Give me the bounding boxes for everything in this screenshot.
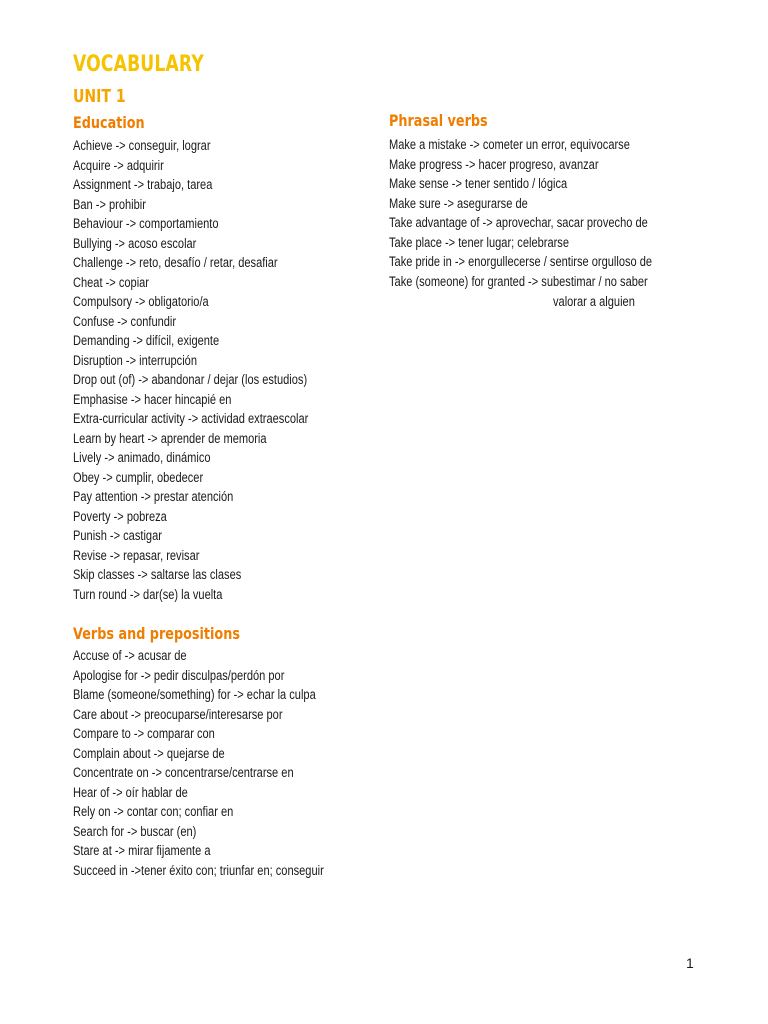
vocab-item: Challenge -> reto, desafío / retar, desafiar (73, 255, 278, 270)
vocab-item: Complain about -> quejarse de (73, 745, 225, 761)
page-number: 1 (686, 955, 694, 971)
vocab-item: Accuse of -> acusar de (73, 648, 187, 663)
vocab-item: Learn by heart -> aprender de memoria (73, 430, 267, 446)
vocab-item: Obey -> cumplir, obedecer (73, 469, 204, 485)
vocab-item: Blame (someone/something) for -> echar la culpa (73, 687, 316, 702)
vocab-item: Acquire -> adquirir (73, 157, 164, 173)
vocab-item: Stare at -> mirar fijamente a (73, 843, 211, 858)
vocab-item: Take advantage of -> aprovechar, sacar provecho de (389, 215, 648, 230)
vocab-item: Punish -> castigar (73, 528, 162, 543)
vocab-item: Achieve -> conseguir, lograr (73, 138, 211, 153)
vocab-item: Make a mistake -> cometer un error, equivocarse (389, 137, 630, 152)
education-list (73, 136, 360, 604)
vocab-item: Compulsory -> obligatorio/a (73, 294, 209, 309)
vocab-item: Care about -> preocuparse/interesarse por (73, 706, 283, 722)
vocab-item: Make sense -> tener sentido / lógica (389, 176, 568, 191)
vocab-item: Behaviour -> comportamiento (73, 216, 219, 231)
vocab-item: Skip classes -> saltarse las clases (73, 567, 242, 582)
vocab-item: Make progress -> hacer progreso, avanzar (389, 156, 599, 172)
vocab-item: Search for -> buscar (en) (73, 823, 197, 839)
vocab-item: Apologise for -> pedir disculpas/perdón por (73, 667, 285, 683)
vocab-item-continuation: valorar a alguien (553, 294, 635, 309)
vocab-item: Succeed in ->tener éxito con; triunfar en; conseguir (73, 862, 324, 878)
vocab-item: Take place -> tener lugar; celebrarse (389, 234, 569, 250)
vocab-item: Make sure -> asegurarse de (389, 195, 528, 211)
vocab-item: Confuse -> confundir (73, 313, 177, 329)
vocab-item: Disruption -> interrupción (73, 352, 197, 368)
vocab-item: Assignment -> trabajo, tarea (73, 177, 213, 192)
section-heading-education: Education (73, 113, 145, 132)
vocab-item: Demanding -> difícil, exigente (73, 333, 220, 348)
vocab-item: Cheat -> copiar (73, 274, 150, 290)
vocab-item: Extra-curricular activity -> actividad extraescolar (73, 411, 309, 426)
document-title: VOCABULARY (73, 52, 204, 77)
vocab-item: Pay attention -> prestar atención (73, 489, 234, 504)
vocab-item: Emphasise -> hacer hincapié en (73, 391, 232, 407)
vocab-item: Drop out (of) -> abandonar / dejar (los estudios) (73, 372, 308, 387)
vocab-item: Ban -> prohibir (73, 196, 146, 212)
section-heading-verbs-prepositions: Verbs and prepositions (73, 624, 240, 643)
vocab-item: Take pride in -> enorgullecerse / sentirse orgulloso de (389, 254, 653, 269)
vocab-item: Hear of -> oír hablar de (73, 784, 188, 800)
vocab-item: Bullying -> acoso escolar (73, 235, 197, 251)
vocab-item: Take (someone) for granted -> subestimar / no saber (389, 273, 648, 289)
vocab-item: Lively -> animado, dinámico (73, 450, 211, 465)
vocab-item: Revise -> repasar, revisar (73, 547, 200, 563)
vocab-item: Turn round -> dar(se) la vuelta (73, 586, 223, 602)
vocab-item: Poverty -> pobreza (73, 508, 167, 524)
vocab-item: Concentrate on -> concentrarse/centrarse en (73, 765, 294, 780)
vocab-item: Rely on -> contar con; confiar en (73, 804, 234, 819)
unit-heading: UNIT 1 (73, 86, 126, 107)
section-heading-phrasal-verbs: Phrasal verbs (389, 111, 488, 130)
phrasal-verbs-list (389, 135, 710, 291)
vocab-item: Compare to -> comparar con (73, 726, 215, 741)
verbs-prepositions-list (73, 646, 379, 880)
